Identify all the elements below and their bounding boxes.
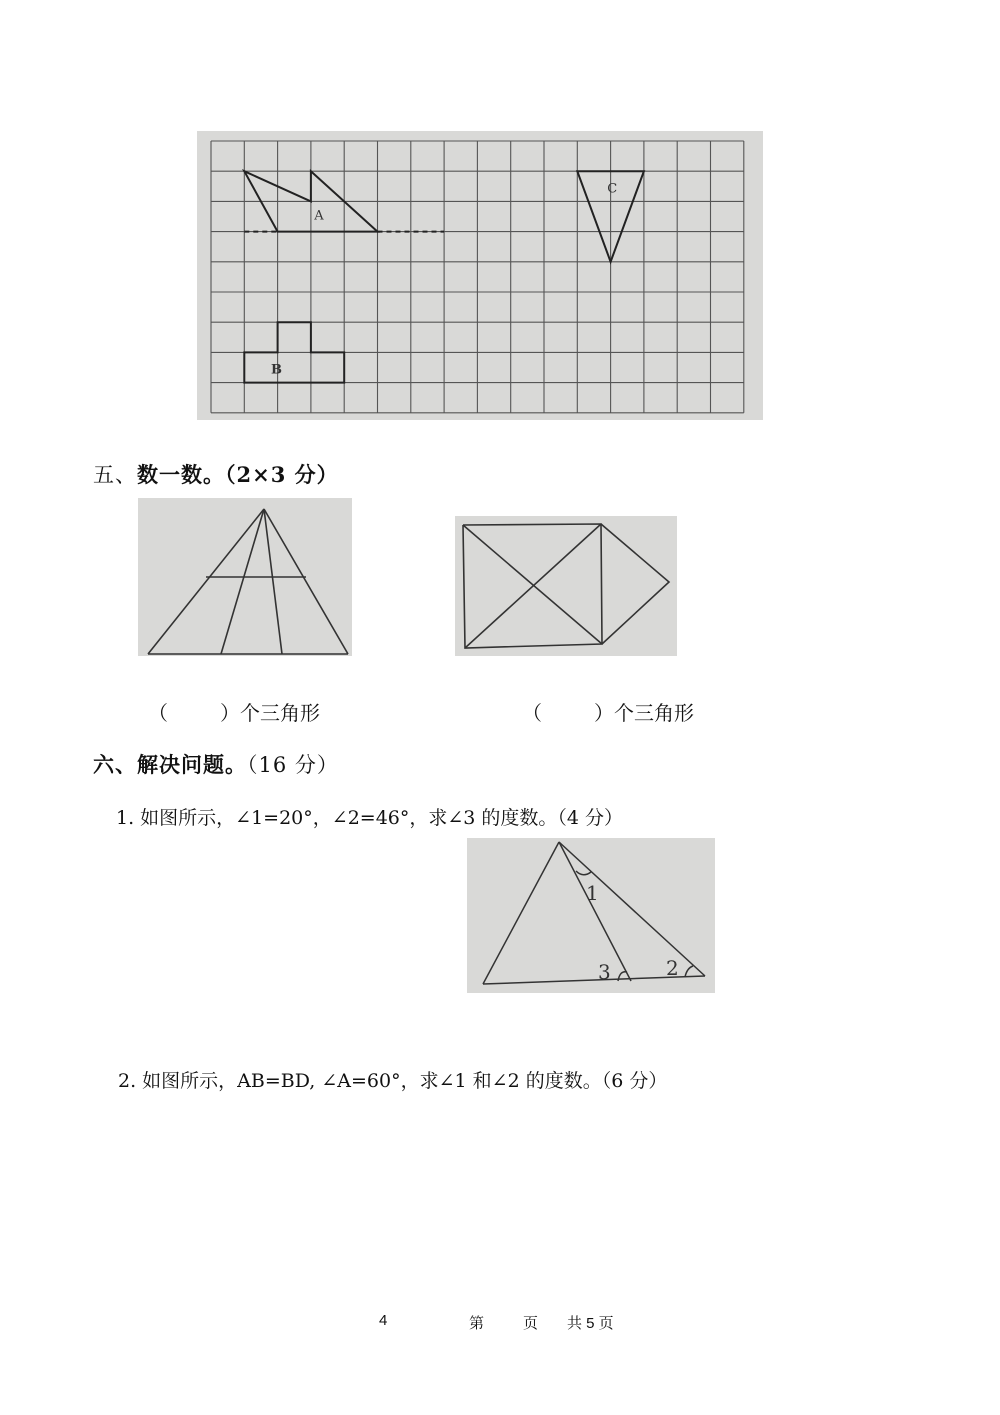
section5-score: （2×3 分） — [225, 462, 339, 487]
diagonal-2 — [465, 524, 601, 648]
footer-ye: 页 — [523, 1314, 539, 1332]
shape-label-b: B — [270, 362, 282, 378]
section6-score: （16 分） — [247, 753, 339, 777]
grid-svg — [197, 131, 763, 420]
angle-2-arc — [685, 966, 693, 977]
footer-page-number: 4 — [379, 1312, 388, 1329]
open-paren: （ — [148, 701, 168, 725]
problem-1-figure — [467, 838, 715, 993]
grid-figure — [197, 131, 763, 420]
shape-label-c: C — [607, 181, 618, 197]
angle-label-1: 1 — [586, 881, 599, 905]
triangle-right-side — [264, 509, 348, 654]
section5-title: 数一数。 — [137, 462, 225, 487]
answer-line-1 — [148, 697, 320, 726]
triangle-left-side — [148, 509, 264, 654]
shape-label-a: A — [314, 208, 324, 224]
side-triangle — [601, 524, 669, 644]
section5-heading — [93, 459, 339, 489]
answer-suffix: 个三角形 — [614, 701, 694, 725]
problem-1-text: 1. 如图所示，∠1=20°，∠2=46°，求∠3 的度数。（4 分） — [116, 807, 624, 829]
answer-line-2 — [522, 697, 694, 726]
count-triangles-figure-1 — [138, 498, 352, 656]
count-triangles-figure-2 — [455, 516, 677, 656]
angle-1-arc — [576, 871, 591, 875]
triangle-right-side — [559, 842, 705, 976]
section5-prefix: 五、 — [93, 463, 137, 487]
footer-di: 第 — [469, 1314, 485, 1332]
open-paren: （ — [522, 701, 542, 725]
close-paren: ） — [594, 701, 614, 725]
angle-label-3: 3 — [598, 960, 611, 984]
problem-2-text: 2. 如图所示，AB=BD, ∠A=60°，求∠1 和∠2 的度数。（6 分） — [118, 1070, 668, 1092]
section6-heading — [93, 749, 339, 779]
section6-title: 解决问题。 — [137, 752, 247, 777]
section6-prefix: 六、 — [93, 752, 137, 777]
answer-suffix: 个三角形 — [240, 701, 320, 725]
cevian-1 — [221, 509, 264, 654]
footer-total: 共 5 页 — [567, 1315, 614, 1332]
cevian — [559, 842, 631, 981]
close-paren: ） — [220, 701, 240, 725]
cevian-2 — [264, 509, 282, 654]
triangle-left-side — [483, 842, 559, 984]
angle-label-2: 2 — [666, 956, 679, 980]
